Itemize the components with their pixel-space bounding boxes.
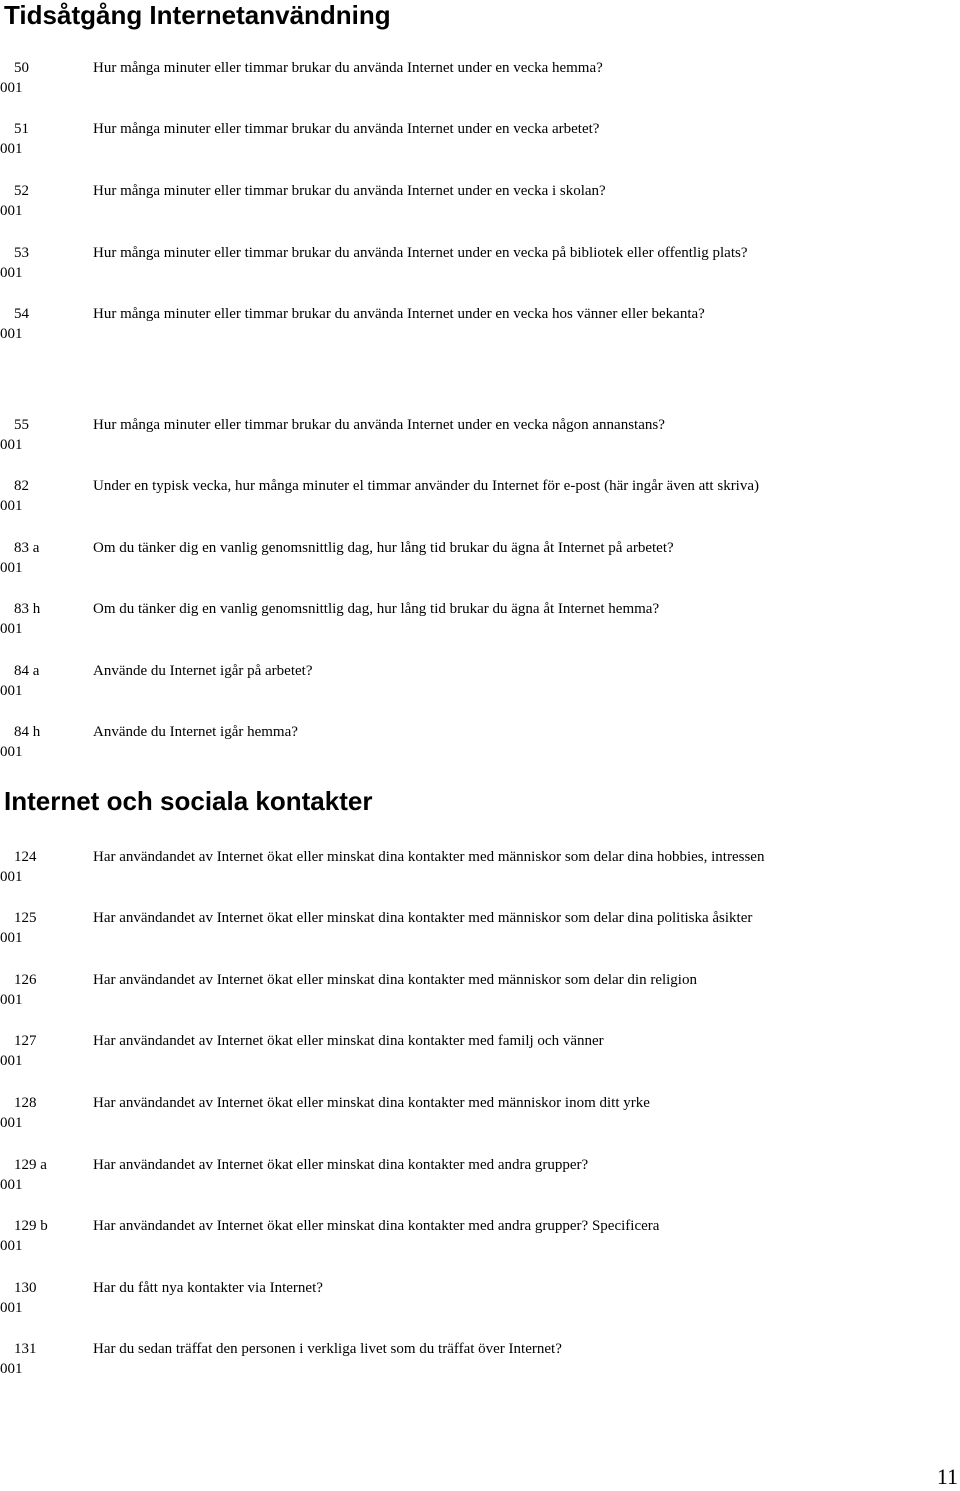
question-number: 129 b [14,1218,48,1234]
question-text: Hur många minuter eller timmar brukar du använda Internet under en vecka arbetet? [93,121,600,137]
question-number: 52 [14,183,29,199]
question-item [0,1216,960,1256]
question-item [0,661,960,701]
question-number: 124 [14,849,37,865]
question-number: 126 [14,972,37,988]
question-item [0,243,960,283]
question-text: Hur många minuter eller timmar brukar du använda Internet under en vecka någon annanstans? [93,417,665,433]
question-text: Om du tänker dig en vanlig genomsnittlig dag, hur lång tid brukar du ägna åt Internet hemma? [93,601,660,617]
question-code: 001 [0,621,23,637]
question-number: 130 [14,1280,37,1296]
question-number: 83 a [14,540,40,556]
question-text: Har användandet av Internet ökat eller minskat dina kontakter med andra grupper? Specificera [93,1218,660,1234]
question-code: 001 [0,1361,23,1377]
question-number: 131 [14,1341,37,1357]
question-text: Har användandet av Internet ökat eller minskat dina kontakter med människor inom ditt yrke [93,1095,650,1111]
question-code: 001 [0,1300,23,1316]
question-code: 001 [0,1115,23,1131]
question-text: Använde du Internet igår hemma? [93,724,298,740]
question-item [0,1093,960,1133]
question-code: 001 [0,744,23,760]
question-code: 001 [0,80,23,96]
question-number: 128 [14,1095,37,1111]
question-code: 001 [0,560,23,576]
section-heading-time-use: Tidsåtgång Internetanvändning [4,0,391,30]
question-code: 001 [0,1238,23,1254]
question-code: 001 [0,326,23,342]
question-text: Under en typisk vecka, hur många minuter el timmar använder du Internet för e-post (här ingår även att skriva) [93,478,760,494]
question-number: 53 [14,245,29,261]
question-code: 001 [0,869,23,885]
question-item [0,970,960,1010]
question-number: 50 [14,60,29,76]
question-code: 001 [0,141,23,157]
question-text: Om du tänker dig en vanlig genomsnittlig dag, hur lång tid brukar du ägna åt Internet på arbetet? [93,540,674,556]
question-code: 001 [0,992,23,1008]
question-number: 83 h [14,601,41,617]
question-text: Har användandet av Internet ökat eller minskat dina kontakter med människor som delar dina hobbies, intressen [93,849,765,865]
question-number: 55 [14,417,29,433]
question-item [0,1031,960,1071]
question-number: 84 h [14,724,41,740]
question-item [0,1339,960,1379]
question-text: Hur många minuter eller timmar brukar du använda Internet under en vecka hemma? [93,60,603,76]
question-item [0,599,960,639]
question-text: Har användandet av Internet ökat eller minskat dina kontakter med familj och vänner [93,1033,604,1049]
question-number: 125 [14,910,37,926]
question-number: 82 [14,478,29,494]
question-code: 001 [0,203,23,219]
question-code: 001 [0,437,23,453]
question-code: 001 [0,1053,23,1069]
question-item [0,58,960,98]
question-item [0,722,960,762]
question-text: Har du fått nya kontakter via Internet? [93,1280,323,1296]
section-heading-social-contacts: Internet och sociala kontakter [4,786,373,816]
question-item [0,415,960,455]
question-item [0,119,960,159]
question-number: 84 a [14,663,40,679]
question-item [0,181,960,221]
question-text: Har du sedan träffat den personen i verkliga livet som du träffat över Internet? [93,1341,562,1357]
question-code: 001 [0,683,23,699]
question-item [0,538,960,578]
question-number: 129 a [14,1157,47,1173]
question-item [0,1278,960,1318]
question-code: 001 [0,930,23,946]
question-number: 127 [14,1033,37,1049]
question-text: Har användandet av Internet ökat eller minskat dina kontakter med människor som delar din religion [93,972,697,988]
question-item [0,847,960,887]
page-number: 11 [936,1464,958,1489]
question-text: Hur många minuter eller timmar brukar du använda Internet under en vecka hos vänner eller bekanta? [93,306,705,322]
question-item [0,908,960,948]
question-text: Har användandet av Internet ökat eller minskat dina kontakter med andra grupper? [93,1157,589,1173]
question-item [0,304,960,344]
question-number: 51 [14,121,29,137]
question-number: 54 [14,306,29,322]
question-text: Har användandet av Internet ökat eller minskat dina kontakter med människor som delar dina politiska åsikter [93,910,753,926]
question-text: Använde du Internet igår på arbetet? [93,663,313,679]
question-code: 001 [0,1177,23,1193]
question-text: Hur många minuter eller timmar brukar du använda Internet under en vecka på bibliotek eller offentlig plats? [93,245,748,261]
question-text: Hur många minuter eller timmar brukar du använda Internet under en vecka i skolan? [93,183,606,199]
question-code: 001 [0,265,23,281]
question-item [0,1155,960,1195]
question-code: 001 [0,498,23,514]
question-item [0,476,960,516]
